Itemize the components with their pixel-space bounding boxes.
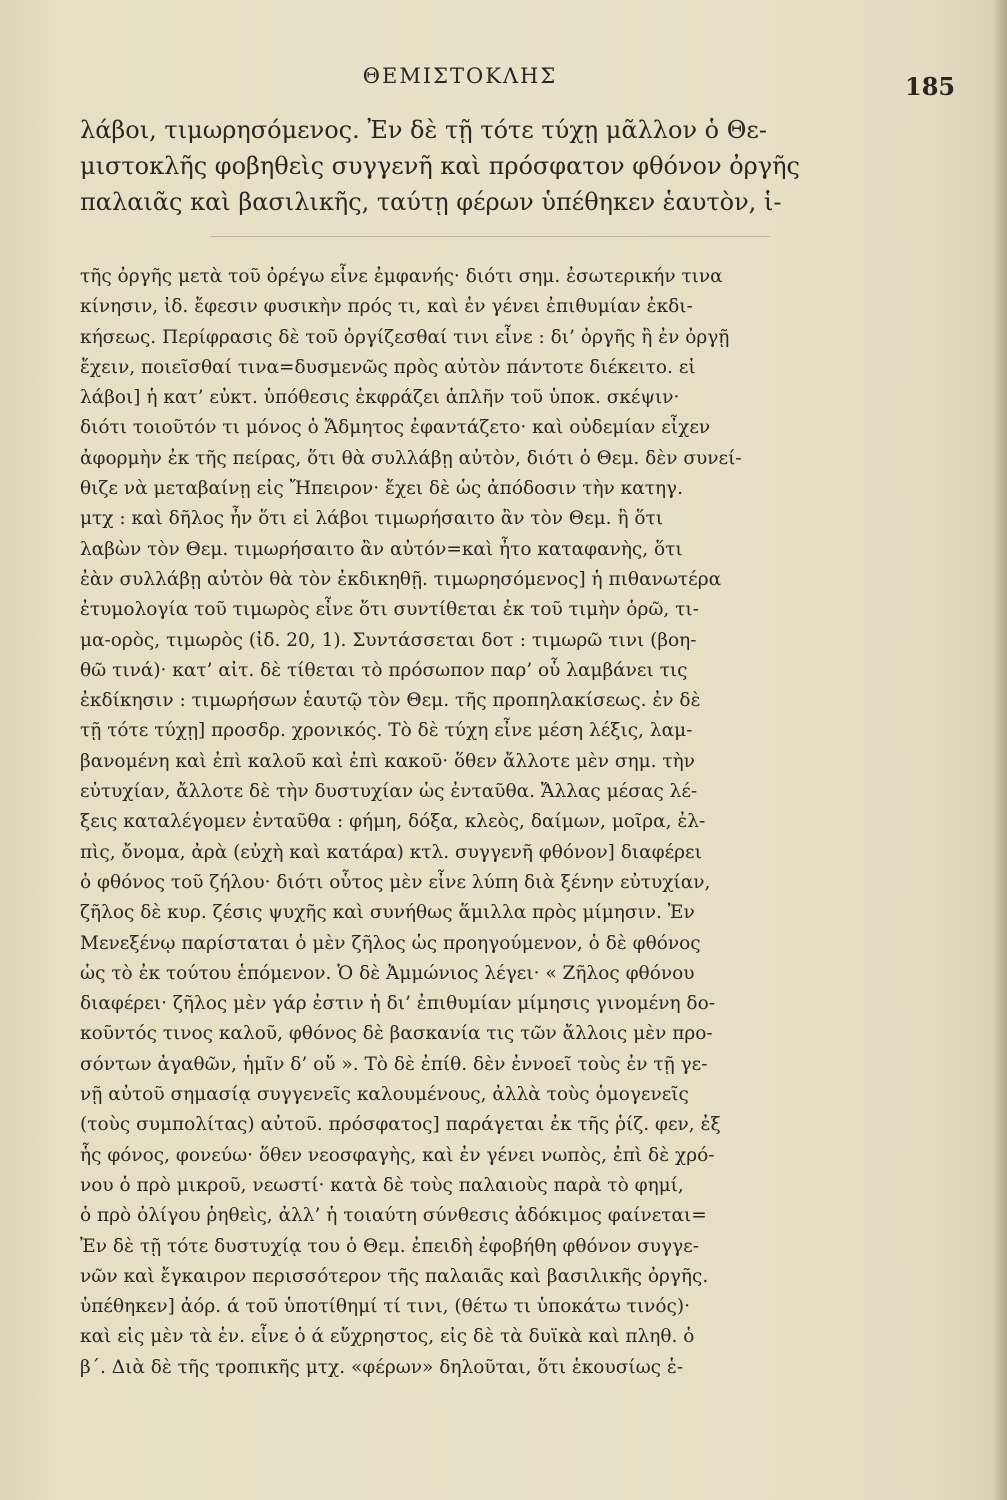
note-line: ἔχειν, ποιεῖσθαί τινα=δυσμενῶς πρὸς αὐτὸν πάντοτε διέκειτο. εἰ [80, 356, 696, 378]
main-text [80, 112, 935, 220]
note-line: ἐτυμολογία τοῦ τιμωρὸς εἶνε ὅτι συντίθεται ἐκ τοῦ τιμὴν ὁρῶ, τι- [80, 599, 699, 621]
note-line: μα-ορὸς, τιμωρὸς (ἰδ. 20, 1). Συντάσσεται δοτ : τιμωρῶ τινι (βοη- [80, 629, 697, 651]
note-line: ὁ πρὸ ὀλίγου ῥηθεὶς, ἀλλ’ ἡ τοιαύτη σύνθεσις ἀδόκιμος φαίνεται= [80, 1205, 707, 1227]
note-line: θῶ τινά)· κατ’ αἰτ. δὲ τίθεται τὸ πρόσωπον παρ’ οὗ λαμβάνει τις [80, 659, 688, 681]
note-line: ὡς τὸ ἐκ τούτου ἑπόμενον. Ὁ δὲ Ἀμμώνιος λέγει· « Ζῆλος φθόνου [80, 962, 695, 984]
note-line: β΄. Διὰ δὲ τῆς τροπικῆς μτχ. «φέρων» δηλοῦται, ὅτι ἑκουσίως ἑ- [80, 1356, 684, 1378]
note-line: Μενεξένῳ παρίσταται ὁ μὲν ζῆλος ὡς προηγούμενον, ὁ δὲ φθόνος [80, 932, 701, 954]
note-line: λαβὼν τὸν Θεμ. τιμωρήσαιτο ἂν αὐτόν=καὶ ἦτο καταφανὴς, ὅτι [80, 538, 683, 560]
note-line: τῇ τότε τύχῃ] προσδρ. χρονικός. Τὸ δὲ τύχη εἶνε μέση λέξις, λαμ- [80, 720, 693, 742]
note-line: βανομένη καὶ ἐπὶ καλοῦ καὶ ἐπὶ κακοῦ· ὅθεν ἄλλοτε μὲν σημ. τὴν [80, 750, 695, 772]
note-line: πὶς, ὄνομα, ἀρὰ (εὐχὴ καὶ κατάρα) κτλ. συγγενῆ φθόνον] διαφέρει [80, 841, 702, 863]
note-line: (τοὺς συμπολίτας) αὐτοῦ. πρόσφατος] παράγεται ἐκ τῆς ῥίζ. φεν, ἐξ [80, 1114, 721, 1136]
note-line: νῇ αὐτοῦ σημασίᾳ συγγενεῖς καλουμένους, ἀλλὰ τοὺς ὁμογενεῖς [80, 1084, 689, 1106]
note-line: Ἐν δὲ τῇ τότε δυστυχίᾳ του ὁ Θεμ. ἐπειδὴ ἐφοβήθη φθόνον συγγε- [80, 1235, 700, 1257]
note-line: ἀφορμὴν ἐκ τῆς πείρας, ὅτι θὰ συλλάβῃ αὐτὸν, διότι ὁ Θεμ. δὲν συνεί- [80, 447, 742, 469]
note-line: σόντων ἀγαθῶν, ἡμῖν δ’ οὔ ». Τὸ δὲ ἐπίθ. δὲν ἐννοεῖ τοὺς ἐν τῇ γε- [80, 1053, 708, 1075]
note-line: εὐτυχίαν, ἄλλοτε δὲ τὴν δυστυχίαν ὡς ἐνταῦθα. Ἄλλας μέσας λέ- [80, 781, 698, 803]
note-line: νῶν καὶ ἔγκαιρον περισσότερον τῆς παλαιᾶς καὶ βασιλικῆς ὀργῆς. [80, 1265, 709, 1287]
running-title: ΘΕΜΙΣΤΟΚΛΗΣ [362, 64, 558, 88]
note-line: τῆς ὀργῆς μετὰ τοῦ ὀρέγω εἶνε ἐμφανής· διότι σημ. ἐσωτερικήν τινα [80, 266, 723, 287]
note-line: μτχ : καὶ δῆλος ἦν ὅτι εἰ λάβοι τιμωρήσαιτο ἂν τὸν Θεμ. ἢ ὅτι [80, 508, 664, 530]
main-text-line: λάβοι, τιμωρησόμενος. Ἐν δὲ τῇ τότε τύχῃ μᾶλλον ὁ Θε- [80, 116, 767, 144]
page-number: 185 [905, 72, 956, 101]
note-line: ἐκδίκησιν : τιμωρήσων ἑαυτῷ τὸν Θεμ. τῆς προπηλακίσεως. ἐν δὲ [80, 690, 701, 712]
page-header [0, 58, 1007, 101]
note-line: ξεις καταλέγομεν ἐνταῦθα : φήμη, δόξα, κλεὸς, δαίμων, μοῖρα, ἐλ- [80, 811, 706, 833]
main-text-line: παλαιᾶς καὶ βασιλικῆς, ταύτῃ φέρων ὑπέθηκεν ἑαυτὸν, ἱ- [80, 188, 782, 216]
commentary-notes [80, 262, 940, 1383]
note-line: νου ὁ πρὸ μικροῦ, νεωστί· κατὰ δὲ τοὺς παλαιοὺς παρὰ τὸ φημί, [80, 1174, 684, 1196]
separator-rule [210, 236, 770, 237]
note-line: κήσεως. Περίφρασις δὲ τοῦ ὀργίζεσθαί τινι εἶνε : δι’ ὀργῆς ἢ ἐν ὀργῇ [80, 326, 730, 348]
binding-shadow [993, 0, 1007, 1500]
note-line: ὁ φθόνος τοῦ ζήλου· διότι οὗτος μὲν εἶνε λύπη διὰ ξένην εὐτυχίαν, [80, 871, 711, 893]
note-line: καὶ εἰς μὲν τὰ ἑν. εἶνε ὁ ά εὔχρηστος, εἰς δὲ τὰ δυϊκὰ καὶ πληθ. ὁ [80, 1326, 695, 1348]
note-line: ἐὰν συλλάβῃ αὐτὸν θὰ τὸν ἐκδικηθῇ. τιμωρησόμενος] ἡ πιθανωτέρα [80, 568, 722, 590]
note-line: ζῆλος δὲ κυρ. ζέσις ψυχῆς καὶ συνήθως ἅμιλλα πρὸς μίμησιν. Ἐν [80, 902, 695, 924]
note-line: ὑπέθηκεν] ἀόρ. ά τοῦ ὑποτίθημί τί τινι, (θέτω τι ὑποκάτω τινός)· [80, 1296, 691, 1318]
note-line: κίνησιν, ἰδ. ἔφεσιν φυσικὴν πρός τι, καὶ ἐν γένει ἐπιθυμίαν ἐκδι- [80, 296, 693, 318]
note-line: ἧς φόνος, φονεύω· ὅθεν νεοσφαγὴς, καὶ ἐν γένει νωπὸς, ἐπὶ δὲ χρό- [80, 1144, 715, 1166]
note-line: θιζε νὰ μεταβαίνῃ εἰς Ἤπειρον· ἔχει δὲ ὡς ἀπόδοσιν τὴν κατηγ. [80, 478, 683, 500]
note-line: διότι τοιοῦτόν τι μόνος ὁ Ἄδμητος ἐφαντάζετο· καὶ οὐδεμίαν εἶχεν [80, 417, 711, 439]
main-text-line: μιστοκλῆς φοβηθεὶς συγγενῆ καὶ πρόσφατον φθόνον ὀργῆς [80, 152, 800, 180]
note-line: κοῦντός τινος καλοῦ, φθόνος δὲ βασκανία τις τῶν ἄλλοις μὲν προ- [80, 1023, 713, 1045]
note-line: λάβοι] ἡ κατ’ εὐκτ. ὑπόθεσις ἐκφράζει ἁπλῆν τοῦ ὑποκ. σκέψιν· [80, 387, 680, 409]
note-line: διαφέρει· ζῆλος μὲν γάρ ἐστιν ἡ δι’ ἐπιθυμίαν μίμησις γινομένη δο- [80, 993, 715, 1015]
